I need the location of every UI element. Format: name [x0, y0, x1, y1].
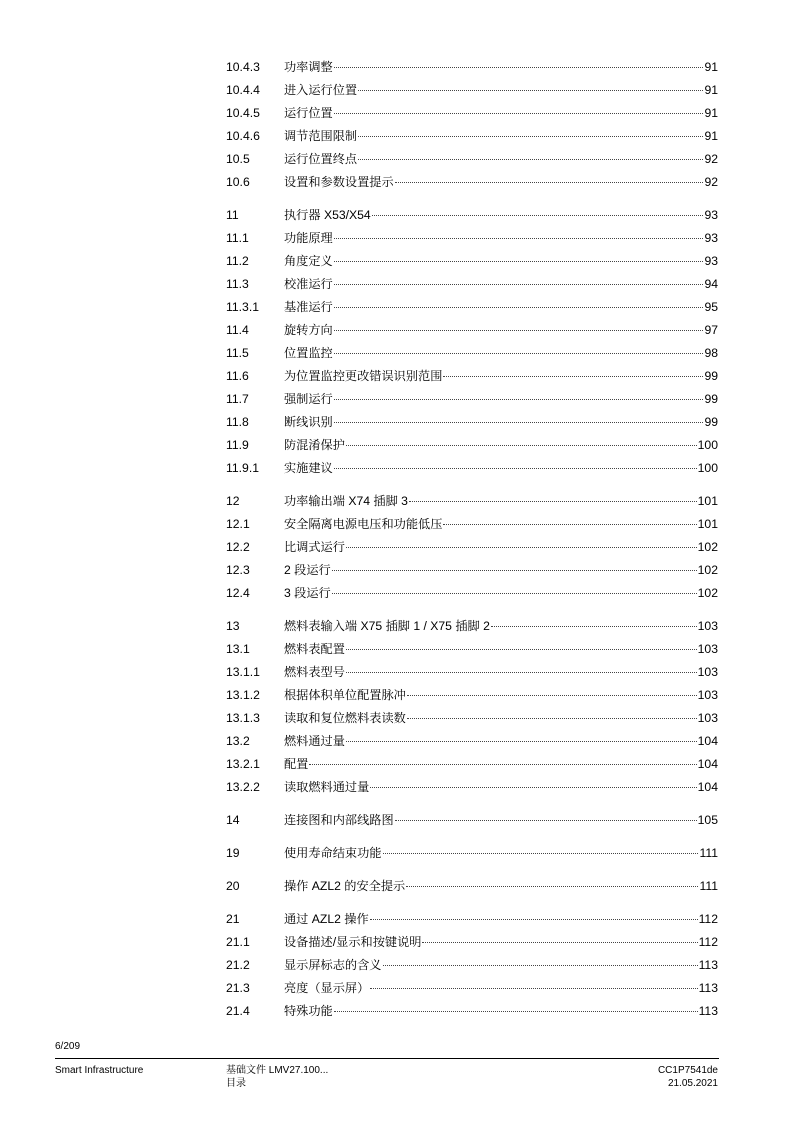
toc-entry-page: 98	[704, 346, 718, 360]
toc-entry-title: 读取燃料通过量	[284, 780, 370, 794]
toc-entry[interactable]	[226, 639, 718, 662]
toc-entry[interactable]	[226, 537, 718, 560]
toc-entry[interactable]	[226, 560, 718, 583]
toc-entry-number: 11.9	[226, 438, 249, 452]
toc-entry-number: 21.4	[226, 1004, 250, 1018]
toc-entry-title: 防混淆保护	[284, 438, 345, 452]
toc-leader-dots	[383, 965, 698, 966]
toc-entry-title: 燃料表配置	[284, 642, 345, 656]
toc-entry-title: 角度定义	[284, 254, 333, 268]
table-of-contents	[226, 57, 718, 1024]
toc-leader-dots	[491, 626, 697, 627]
toc-leader-dots	[383, 853, 699, 854]
toc-entry[interactable]	[226, 251, 718, 274]
toc-entry-number: 11	[226, 208, 239, 222]
footer-section: 目录	[226, 1078, 246, 1089]
toc-entry-number: 20	[226, 879, 240, 893]
toc-entry-number: 21.1	[226, 935, 250, 949]
toc-leader-dots	[334, 113, 704, 114]
toc-entry-number: 10.4.4	[226, 83, 260, 97]
toc-entry-page: 112	[698, 935, 718, 949]
toc-entry-number: 13.1.2	[226, 688, 260, 702]
toc-entry[interactable]	[226, 435, 718, 458]
toc-entry[interactable]	[226, 978, 718, 1001]
toc-entry-number: 21	[226, 912, 240, 926]
toc-entry-page: 95	[704, 300, 718, 314]
toc-entry-title: 根据体积单位配置脉冲	[284, 688, 406, 702]
toc-entry-title: 比调式运行	[284, 540, 345, 554]
toc-leader-dots	[334, 353, 704, 354]
toc-entry-title: 显示屏标志的含义	[284, 958, 382, 972]
toc-entry-number: 12.4	[226, 586, 250, 600]
toc-entry[interactable]	[226, 366, 718, 389]
toc-leader-dots	[334, 67, 704, 68]
toc-entry-page: 94	[704, 277, 718, 291]
toc-leader-dots	[334, 284, 704, 285]
toc-entry-title: 连接图和内部线路图	[284, 813, 394, 827]
toc-entry-title: 特殊功能	[284, 1004, 333, 1018]
toc-leader-dots	[334, 261, 704, 262]
toc-leader-dots	[334, 399, 704, 400]
toc-entry-title: 基准运行	[284, 300, 333, 314]
toc-entry-number: 11.6	[226, 369, 249, 383]
toc-entry-number: 13.1.1	[226, 665, 260, 679]
toc-entry-title: 功率输出端 X74 插脚 3	[284, 494, 408, 508]
toc-entry-page: 91	[704, 83, 718, 97]
toc-entry-number: 13.1.3	[226, 711, 260, 725]
footer-document-code: CC1P7541de	[657, 1065, 718, 1076]
toc-leader-dots	[346, 547, 697, 548]
toc-entry-number: 11.2	[226, 254, 249, 268]
toc-leader-dots	[395, 820, 697, 821]
toc-leader-dots	[372, 215, 704, 216]
toc-entry-title: 燃料表输入端 X75 插脚 1 / X75 插脚 2	[284, 619, 490, 633]
toc-entry-title: 亮度（显示屏）	[284, 981, 370, 995]
toc-leader-dots	[346, 445, 697, 446]
toc-entry-title: 2 段运行	[284, 563, 331, 577]
toc-entry-page: 93	[704, 254, 718, 268]
toc-entry-title: 3 段运行	[284, 586, 331, 600]
toc-entry-page: 103	[697, 619, 718, 633]
footer-company: Smart Infrastructure	[55, 1065, 144, 1076]
toc-entry[interactable]	[226, 458, 718, 481]
toc-entry-title: 实施建议	[284, 461, 333, 475]
toc-entry-title: 强制运行	[284, 392, 333, 406]
toc-entry[interactable]	[226, 126, 718, 149]
toc-entry-page: 113	[698, 958, 718, 972]
toc-leader-dots	[346, 672, 697, 673]
toc-entry-page: 101	[697, 517, 718, 531]
toc-entry-title: 燃料通过量	[284, 734, 345, 748]
toc-entry-page: 99	[704, 369, 718, 383]
toc-leader-dots	[334, 468, 697, 469]
toc-entry-title: 位置监控	[284, 346, 333, 360]
toc-entry[interactable]	[226, 412, 718, 435]
toc-entry-title: 配置	[284, 757, 309, 771]
toc-entry[interactable]	[226, 1001, 718, 1024]
toc-leader-dots	[407, 718, 697, 719]
toc-leader-dots	[370, 988, 697, 989]
toc-entry-page: 99	[704, 392, 718, 406]
toc-entry[interactable]	[226, 909, 718, 932]
toc-entry-page: 105	[697, 813, 718, 827]
toc-entry-page: 92	[704, 152, 718, 166]
toc-leader-dots	[309, 764, 696, 765]
toc-leader-dots	[443, 524, 696, 525]
toc-entry-number: 11.7	[226, 392, 249, 406]
toc-entry[interactable]	[226, 876, 718, 899]
toc-entry-page: 99	[704, 415, 718, 429]
footer-divider	[55, 1058, 719, 1059]
toc-entry-page: 113	[698, 1004, 718, 1018]
footer-document-title: 基础文件 LMV27.100...	[226, 1065, 329, 1076]
toc-entry-number: 10.4.3	[226, 60, 260, 74]
toc-entry-page: 93	[704, 208, 718, 222]
toc-entry[interactable]	[226, 616, 718, 639]
toc-entry[interactable]	[226, 274, 718, 297]
toc-entry-number: 11.4	[226, 323, 249, 337]
toc-entry-title: 设置和参数设置提示	[284, 175, 394, 189]
toc-entry[interactable]	[226, 777, 718, 800]
toc-entry-page: 113	[698, 981, 718, 995]
toc-entry-number: 10.4.6	[226, 129, 260, 143]
toc-leader-dots	[332, 593, 697, 594]
toc-entry-number: 12	[226, 494, 240, 508]
toc-leader-dots	[358, 159, 703, 160]
toc-entry-page: 91	[704, 106, 718, 120]
toc-entry[interactable]	[226, 172, 718, 195]
toc-entry-title: 断线识别	[284, 415, 333, 429]
toc-entry-page: 103	[697, 642, 718, 656]
toc-leader-dots	[358, 136, 703, 137]
toc-leader-dots	[370, 787, 696, 788]
toc-entry-title: 调节范围限制	[284, 129, 358, 143]
toc-entry-title: 进入运行位置	[284, 83, 358, 97]
toc-entry-page: 104	[697, 780, 718, 794]
toc-entry-number: 13.1	[226, 642, 250, 656]
toc-entry-page: 104	[697, 734, 718, 748]
toc-entry-title: 使用寿命结束功能	[284, 846, 382, 860]
toc-leader-dots	[395, 182, 704, 183]
toc-entry-title: 校准运行	[284, 277, 333, 291]
toc-entry[interactable]	[226, 583, 718, 606]
toc-entry[interactable]	[226, 754, 718, 777]
toc-entry-title: 功能原理	[284, 231, 333, 245]
toc-entry-page: 103	[697, 711, 718, 725]
toc-entry[interactable]	[226, 228, 718, 251]
toc-entry-page: 97	[704, 323, 718, 337]
toc-entry-number: 19	[226, 846, 240, 860]
toc-entry-title: 执行器 X53/X54	[284, 208, 371, 222]
toc-entry[interactable]	[226, 57, 718, 80]
toc-entry-page: 91	[704, 60, 718, 74]
toc-entry-number: 12.2	[226, 540, 250, 554]
toc-entry-page: 103	[697, 688, 718, 702]
toc-entry[interactable]	[226, 297, 718, 320]
toc-entry-page: 102	[697, 540, 718, 554]
toc-entry[interactable]	[226, 685, 718, 708]
toc-entry-number: 13.2	[226, 734, 250, 748]
toc-leader-dots	[346, 649, 697, 650]
toc-entry[interactable]	[226, 932, 718, 955]
toc-entry-number: 12.1	[226, 517, 250, 531]
toc-entry-number: 10.6	[226, 175, 250, 189]
toc-entry[interactable]	[226, 810, 718, 833]
toc-entry[interactable]	[226, 662, 718, 685]
toc-entry-title: 读取和复位燃料表读数	[284, 711, 406, 725]
toc-entry-title: 通过 AZL2 操作	[284, 912, 369, 926]
toc-entry-number: 14	[226, 813, 240, 827]
toc-entry-number: 12.3	[226, 563, 250, 577]
toc-entry[interactable]	[226, 103, 718, 126]
toc-leader-dots	[346, 741, 697, 742]
toc-entry-number: 11.9.1	[226, 461, 259, 475]
toc-entry[interactable]	[226, 491, 718, 514]
toc-entry[interactable]	[226, 514, 718, 537]
toc-leader-dots	[358, 90, 703, 91]
toc-leader-dots	[332, 570, 697, 571]
toc-entry-title: 安全隔离电源电压和功能低压	[284, 517, 443, 531]
toc-entry[interactable]	[226, 80, 718, 103]
toc-entry-page: 102	[697, 563, 718, 577]
toc-entry-page: 92	[704, 175, 718, 189]
toc-leader-dots	[406, 886, 698, 887]
toc-leader-dots	[334, 1011, 698, 1012]
toc-entry-page: 111	[699, 879, 718, 893]
toc-entry-number: 11.3.1	[226, 300, 259, 314]
toc-leader-dots	[407, 695, 697, 696]
toc-entry[interactable]	[226, 205, 718, 228]
toc-entry-page: 104	[697, 757, 718, 771]
toc-entry-page: 100	[697, 438, 718, 452]
toc-entry-number: 11.3	[226, 277, 249, 291]
toc-entry-page: 100	[697, 461, 718, 475]
toc-entry-number: 11.5	[226, 346, 249, 360]
toc-entry-title: 运行位置	[284, 106, 333, 120]
toc-entry[interactable]	[226, 149, 718, 172]
toc-entry[interactable]	[226, 320, 718, 343]
toc-leader-dots	[334, 330, 704, 331]
toc-entry[interactable]	[226, 389, 718, 412]
toc-entry-title: 旋转方向	[284, 323, 333, 337]
toc-entry-page: 101	[697, 494, 718, 508]
toc-entry-page: 91	[704, 129, 718, 143]
toc-entry-number: 10.5	[226, 152, 250, 166]
toc-entry-title: 功率调整	[284, 60, 333, 74]
toc-leader-dots	[370, 919, 698, 920]
toc-entry-title: 设备描述/显示和按键说明	[284, 935, 422, 949]
toc-entry[interactable]	[226, 955, 718, 978]
page-indicator: 6/209	[55, 1041, 81, 1052]
toc-leader-dots	[443, 376, 703, 377]
toc-entry-title: 为位置监控更改错误识别范围	[284, 369, 443, 383]
toc-leader-dots	[422, 942, 697, 943]
toc-entry-page: 102	[697, 586, 718, 600]
footer-date: 21.05.2021	[667, 1078, 718, 1089]
toc-leader-dots	[334, 422, 704, 423]
toc-leader-dots	[334, 307, 704, 308]
toc-entry[interactable]	[226, 708, 718, 731]
toc-entry-number: 11.8	[226, 415, 249, 429]
toc-entry-title: 操作 AZL2 的安全提示	[284, 879, 406, 893]
toc-entry-number: 11.1	[226, 231, 249, 245]
toc-entry-number: 13	[226, 619, 240, 633]
toc-entry-number: 21.3	[226, 981, 250, 995]
toc-entry-page: 93	[704, 231, 718, 245]
toc-entry-page: 112	[698, 912, 718, 926]
toc-entry-page: 103	[697, 665, 718, 679]
toc-entry-number: 10.4.5	[226, 106, 260, 120]
toc-entry-number: 21.2	[226, 958, 250, 972]
toc-entry-page: 111	[699, 846, 718, 860]
toc-entry-number: 13.2.1	[226, 757, 260, 771]
toc-entry[interactable]	[226, 731, 718, 754]
toc-entry[interactable]	[226, 843, 718, 866]
toc-entry-title: 燃料表型号	[284, 665, 345, 679]
toc-leader-dots	[334, 238, 704, 239]
toc-entry-number: 13.2.2	[226, 780, 260, 794]
toc-entry[interactable]	[226, 343, 718, 366]
toc-entry-title: 运行位置终点	[284, 152, 358, 166]
toc-leader-dots	[409, 501, 697, 502]
